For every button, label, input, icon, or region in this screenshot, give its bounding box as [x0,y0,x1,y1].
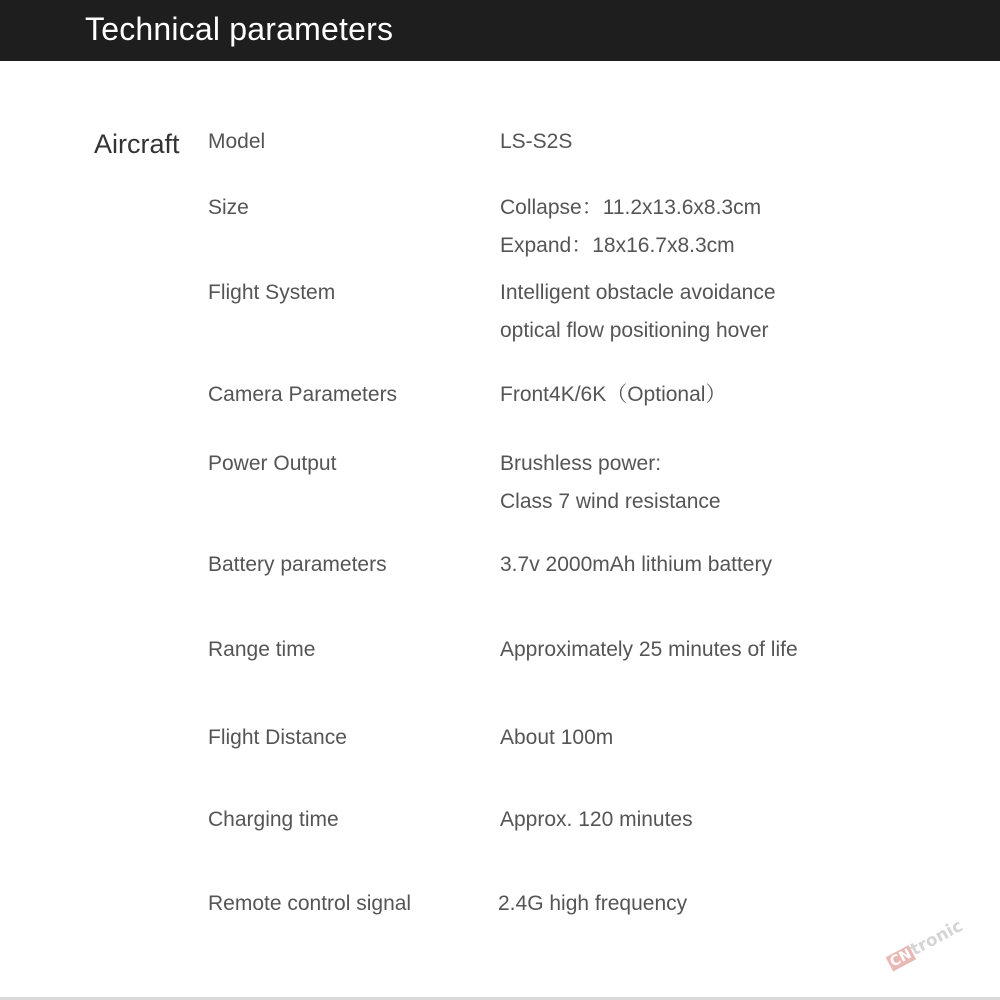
spec-value [500,280,776,344]
spec-label: Size [208,196,249,219]
spec-value-line: 2.4G high frequency [498,892,688,915]
spec-value [500,637,798,663]
header-bar [0,0,1000,61]
spec-value-line: Collapse：11.2x13.6x8.3cm [500,196,762,219]
watermark-logo-prefix: CN [887,946,915,971]
watermark-logo [884,908,991,990]
spec-value [500,129,572,155]
spec-value-line: Approx. 120 minutes [500,808,693,831]
spec-value-line: optical flow positioning hover [500,319,769,342]
spec-value-line: Class 7 wind resistance [500,490,721,513]
spec-label: Battery parameters [208,553,387,576]
spec-value-line: LS-S2S [500,130,573,153]
spec-label: Power Output [208,452,337,475]
spec-value-line: 3.7v 2000mAh lithium battery [500,553,772,576]
spec-value-line: Intelligent obstacle avoidance [500,281,776,304]
spec-label: Camera Parameters [208,383,398,406]
spec-label: Model [208,130,266,153]
page-title: Technical parameters [85,11,394,47]
spec-value-line: Brushless power: [500,452,662,475]
spec-value [498,891,687,917]
spec-value-line: Front4K/6K（Optional） [500,383,727,406]
spec-label: Charging time [208,808,339,831]
spec-value-line: Expand：18x16.7x8.3cm [500,234,735,257]
spec-value [500,195,761,259]
section-label-aircraft: Aircraft [94,129,180,159]
watermark-logo-suffix: tronic [907,916,967,961]
spec-value [500,451,721,515]
spec-label: Range time [208,638,316,661]
spec-value [500,382,726,408]
spec-value [500,725,613,751]
spec-value [500,552,772,578]
spec-label: Flight Distance [208,726,347,749]
spec-value-line: About 100m [500,726,614,749]
spec-label: Remote control signal [208,892,412,915]
spec-label: Flight System [208,281,336,304]
spec-value-line: Approximately 25 minutes of life [500,638,798,661]
spec-value [500,807,693,833]
